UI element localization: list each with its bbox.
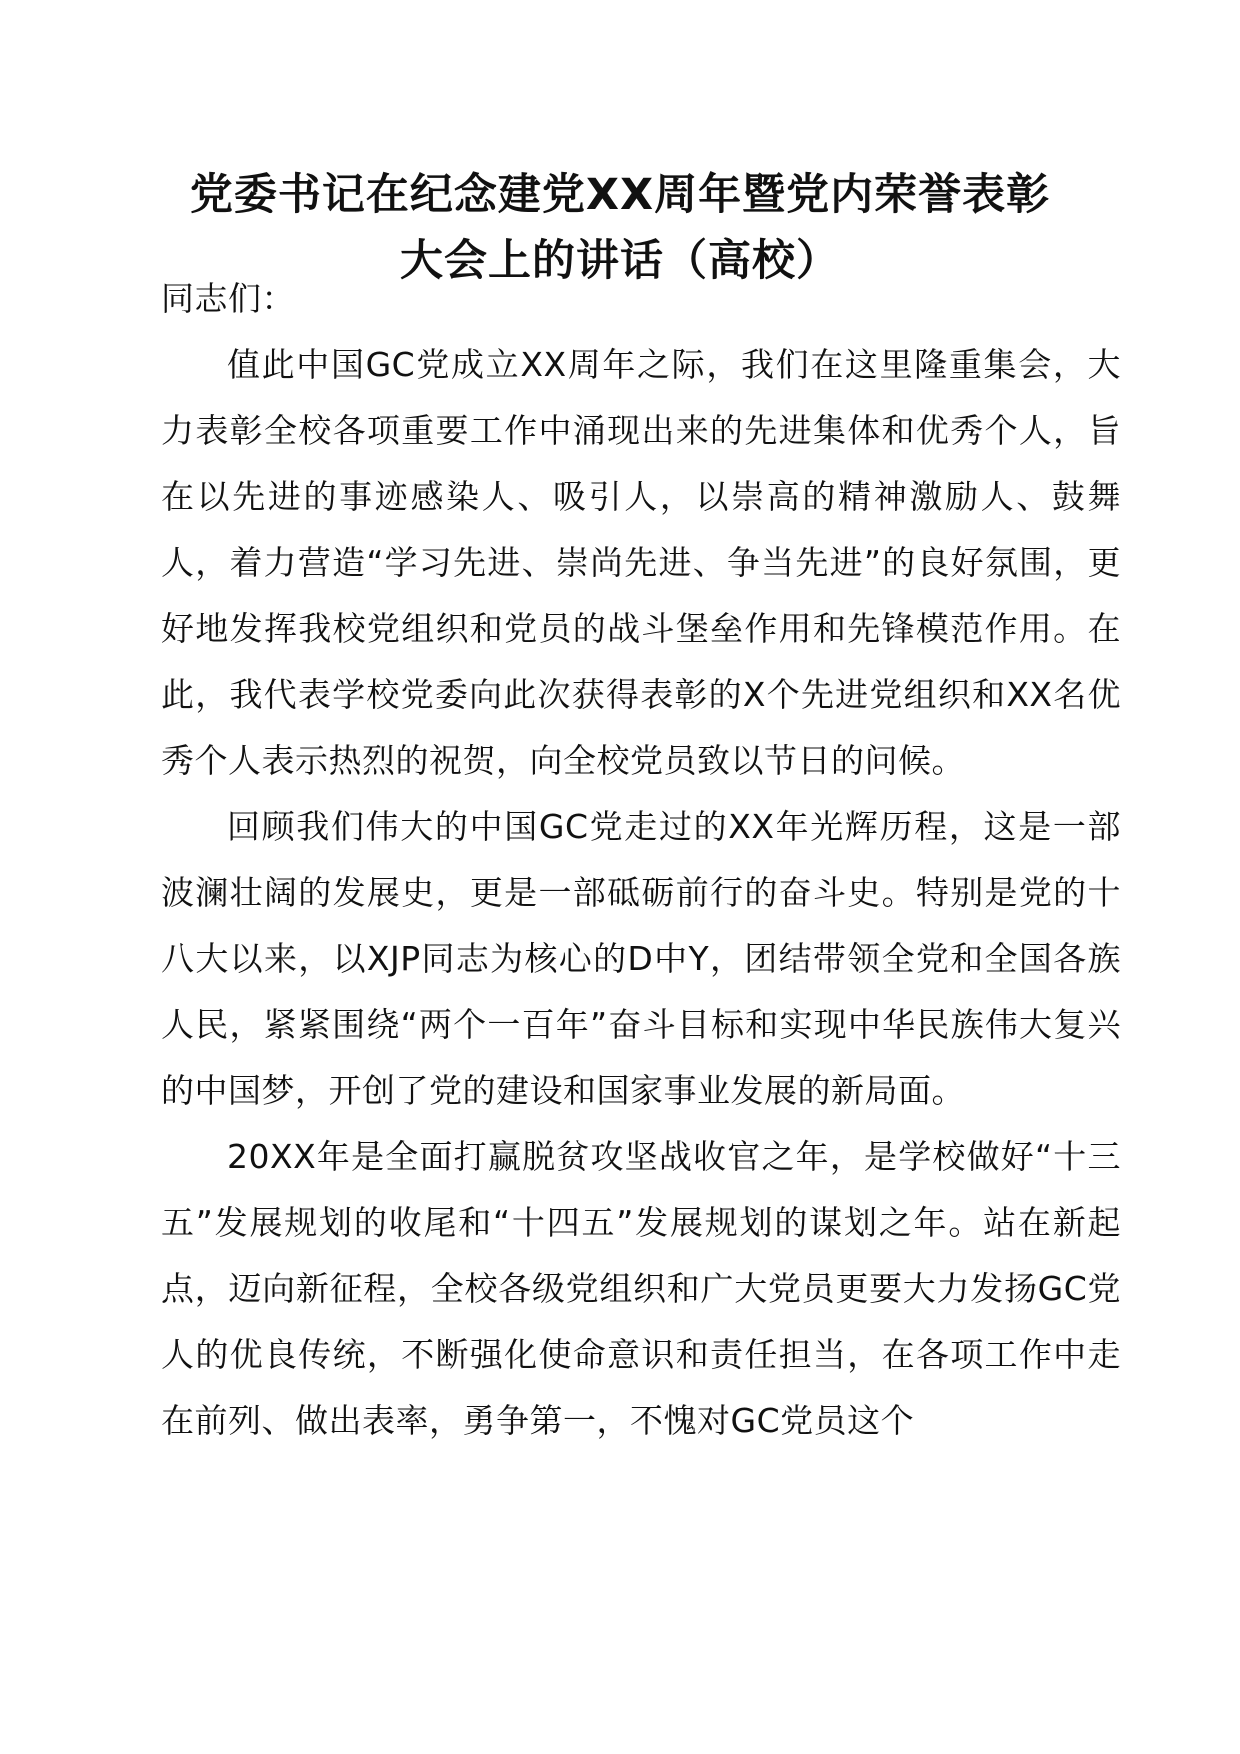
title-line-2: 大会上的讲话（高校） — [400, 236, 840, 286]
paragraph-1: 值此中国GC党成立XX周年之际，我们在这里隆重集会，大力表彰全校各项重要工作中涌现出来的先进集体和优秀个人，旨在以先进的事迹感染人、吸引人，以崇高的精神激励人、鼓舞人，着力营造“学习先进、崇尚先进、争当先进”的良好氛围，更好地发挥我校党组织和党员的战斗堡垒作用和先锋模范作用。在此，我代表学校党委向此次获得表彰的X个先进党组织和XX名优秀个人表示热烈的祝贺，向全校党员致以节日的问候。 — [161, 345, 1121, 780]
salutation: 同志们： — [161, 279, 295, 318]
title-line-1: 党委书记在纪念建党XX周年暨党内荣誉表彰 — [189, 170, 1051, 220]
paragraph-3: 20XX年是全面打赢脱贫攻坚战收官之年，是学校做好“十三五”发展规划的收尾和“十四五”发展规划的谋划之年。站在新起点，迈向新征程，全校各级党组织和广大党员更要大力发扬GC党人的优良传统，不断强化使命意识和责任担当，在各项工作中走在前列、做出表率，勇争第一，不愧对GC党员这个 — [161, 1137, 1121, 1440]
document-body — [161, 266, 1121, 1454]
paragraph-2: 回顾我们伟大的中国GC党走过的XX年光辉历程，这是一部波澜壮阔的发展史，更是一部砥砺前行的奋斗史。特别是党的十八大以来，以XJP同志为核心的D中Y，团结带领全党和全国各族人民，紧紧围绕“两个一百年”奋斗目标和实现中华民族伟大复兴的中国梦，开创了党的建设和国家事业发展的新局面。 — [161, 807, 1121, 1110]
